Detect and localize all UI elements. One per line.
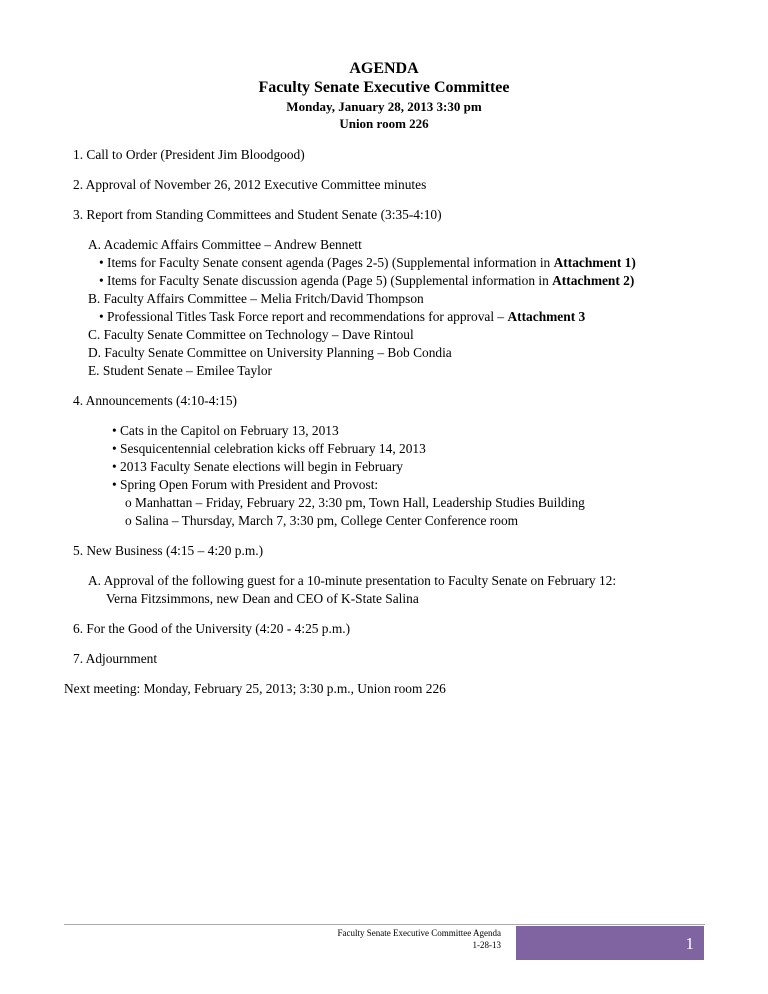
agenda-item-3a: A. Academic Affairs Committee – Andrew Bennett — [88, 237, 362, 252]
agenda-item-3e: E. Student Senate – Emilee Taylor — [88, 363, 273, 378]
agenda-item-5: 5. New Business (4:15 – 4:20 p.m.) — [73, 543, 264, 558]
next-meeting: Next meeting: Monday, February 25, 2013; 3:30 p.m., Union room 226 — [64, 681, 446, 696]
circle-bullet-icon: o — [125, 513, 136, 528]
page-number-box — [516, 926, 704, 960]
meeting-location: Union room 226 — [339, 116, 429, 131]
agenda-body — [64, 146, 713, 698]
agenda-item-5a: A. Approval of the following guest for a 10-minute presentation to Faculty Senate on February 12: — [88, 573, 617, 588]
agenda-item-3a-bullet-1: • Items for Faculty Senate consent agenda (Pages 2-5) (Supplemental information in Attachment 1) — [99, 255, 636, 270]
circle-bullet-icon: o — [125, 495, 136, 510]
bullet-icon: • — [112, 441, 117, 456]
agenda-item-3b-bullet-1: • Professional Titles Task Force report and recommendations for approval – Attachment 3 — [99, 309, 586, 324]
forum-manhattan: o Manhattan – Friday, February 22, 3:30 pm, Town Hall, Leadership Studies Building — [125, 495, 585, 510]
announcement-2: • Sesquicentennial celebration kicks off February 14, 2013 — [112, 441, 426, 456]
agenda-item-4: 4. Announcements (4:10-4:15) — [73, 393, 238, 408]
committee-title: Faculty Senate Executive Committee — [258, 79, 510, 96]
agenda-item-1: 1. Call to Order (President Jim Bloodgood) — [73, 147, 305, 162]
bullet-icon: • — [112, 423, 117, 438]
announcement-3: • 2013 Faculty Senate elections will begin in February — [112, 459, 404, 474]
announcement-4: • Spring Open Forum with President and Provost: — [112, 477, 379, 492]
agenda-item-3a-bullet-2: • Items for Faculty Senate discussion agenda (Page 5) (Supplemental information in Attachment 2) — [99, 273, 635, 288]
agenda-item-3c: C. Faculty Senate Committee on Technology – Dave Rintoul — [88, 327, 414, 342]
agenda-item-5a-guest: Verna Fitzsimmons, new Dean and CEO of K-State Salina — [106, 591, 419, 606]
agenda-item-7: 7. Adjournment — [73, 651, 158, 666]
agenda-item-3: 3. Report from Standing Committees and Student Senate (3:35-4:10) — [73, 207, 442, 222]
footer-title: Faculty Senate Executive Committee Agenda — [337, 928, 501, 938]
footer-divider — [64, 924, 705, 925]
bullet-icon: • — [112, 477, 117, 492]
footer-text — [338, 927, 501, 951]
page-number: 1 — [685, 934, 694, 953]
bullet-icon: • — [112, 459, 117, 474]
agenda-item-3d: D. Faculty Senate Committee on University Planning – Bob Condia — [88, 345, 452, 360]
agenda-item-2: 2. Approval of November 26, 2012 Executive Committee minutes — [73, 177, 427, 192]
forum-salina: o Salina – Thursday, March 7, 3:30 pm, College Center Conference room — [125, 513, 519, 528]
bullet-icon: • — [99, 309, 104, 324]
bullet-icon: • — [99, 273, 104, 288]
agenda-item-6: 6. For the Good of the University (4:20 - 4:25 p.m.) — [73, 621, 351, 636]
agenda-title: AGENDA — [349, 60, 419, 77]
agenda-item-3b: B. Faculty Affairs Committee – Melia Fritch/David Thompson — [88, 291, 424, 306]
meeting-date: Monday, January 28, 2013 3:30 pm — [286, 99, 482, 114]
bullet-icon: • — [99, 255, 104, 270]
footer-date: 1-28-13 — [472, 940, 501, 950]
announcement-1: • Cats in the Capitol on February 13, 2013 — [112, 423, 339, 438]
